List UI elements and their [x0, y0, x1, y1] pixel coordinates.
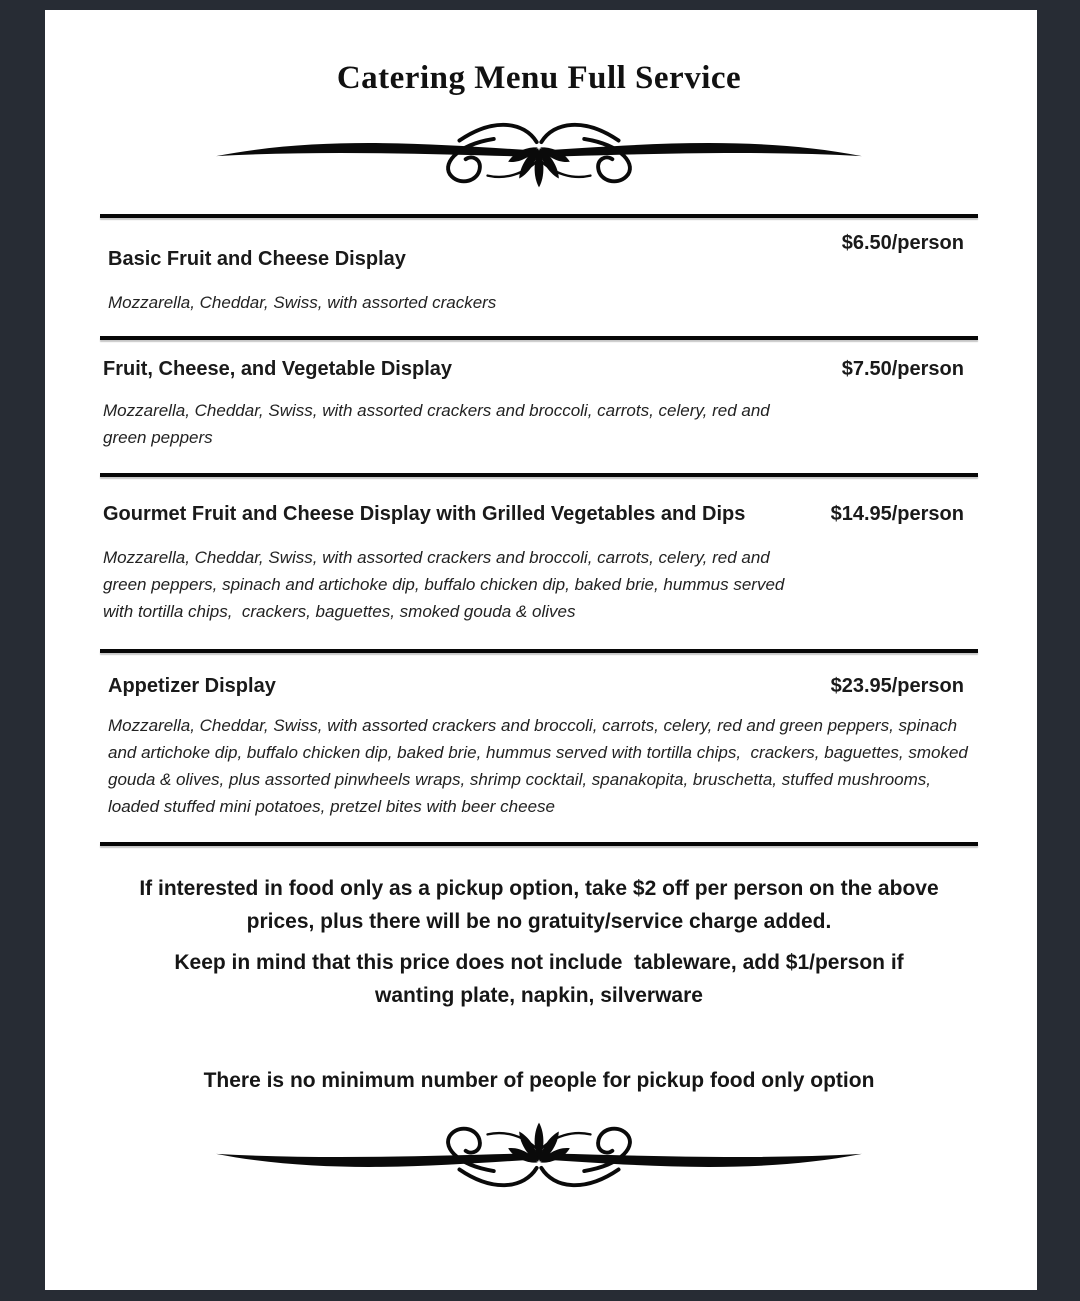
- tableware-note: Keep in mind that this price does not include tableware, add $1/person if wanting plate, napkin, silverware: [174, 950, 910, 1007]
- menu-item-appetizer-display: [100, 653, 978, 842]
- item-description: Mozzarella, Cheddar, Swiss, with assorted crackers: [108, 292, 497, 312]
- item-description: Mozzarella, Cheddar, Swiss, with assorted crackers and broccoli, carrots, celery, red and green peppers, spinach and artichoke dip, buffalo chicken dip, baked brie, hummus served with tortilla chips, crackers, baguettes, smoked gouda & olives, plus assorted pinwheels wraps, shrimp cocktail, spanakopita, bruschetta, stuffed mushrooms, loaded stuffed mini potatoes, pretzel bites with beer cheese: [108, 715, 973, 816]
- item-description: Mozzarella, Cheddar, Swiss, with assorted crackers and broccoli, carrots, celery, red and green peppers: [103, 400, 775, 447]
- item-name: Appetizer Display: [108, 674, 276, 697]
- flourish-divider-top-icon: [125, 114, 953, 192]
- section-rule: [100, 842, 978, 846]
- flourish-divider-bottom-icon: [125, 1118, 953, 1196]
- footer-notes: [100, 872, 978, 1097]
- menu-item-fruit-cheese-vegetable: [100, 340, 978, 473]
- item-price: $14.95/person: [830, 503, 964, 526]
- item-price: $23.95/person: [830, 674, 964, 697]
- menu-item-gourmet-display: [100, 477, 978, 649]
- page-title: Catering Menu Full Service: [336, 60, 742, 96]
- no-minimum-note: There is no minimum number of people for pickup food only option: [203, 1068, 875, 1092]
- menu-item-basic-fruit-cheese: [100, 218, 978, 336]
- item-name: Fruit, Cheese, and Vegetable Display: [103, 357, 453, 380]
- item-name: Gourmet Fruit and Cheese Display with Grilled Vegetables and Dips: [103, 502, 746, 525]
- item-price: $6.50/person: [841, 231, 964, 254]
- item-description: Mozzarella, Cheddar, Swiss, with assorted crackers and broccoli, carrots, celery, red and green peppers, spinach and artichoke dip, buffalo chicken dip, baked brie, hummus served with tortilla chips, crackers, baguettes, smoked gouda & olives: [103, 547, 790, 621]
- item-name: Basic Fruit and Cheese Display: [108, 247, 406, 270]
- menu-page: [45, 10, 1037, 1290]
- item-price: $7.50/person: [841, 357, 964, 380]
- pickup-discount-note: If interested in food only as a pickup option, take $2 off per person on the above prices, plus there will be no gratuity/service charge added.: [139, 876, 939, 933]
